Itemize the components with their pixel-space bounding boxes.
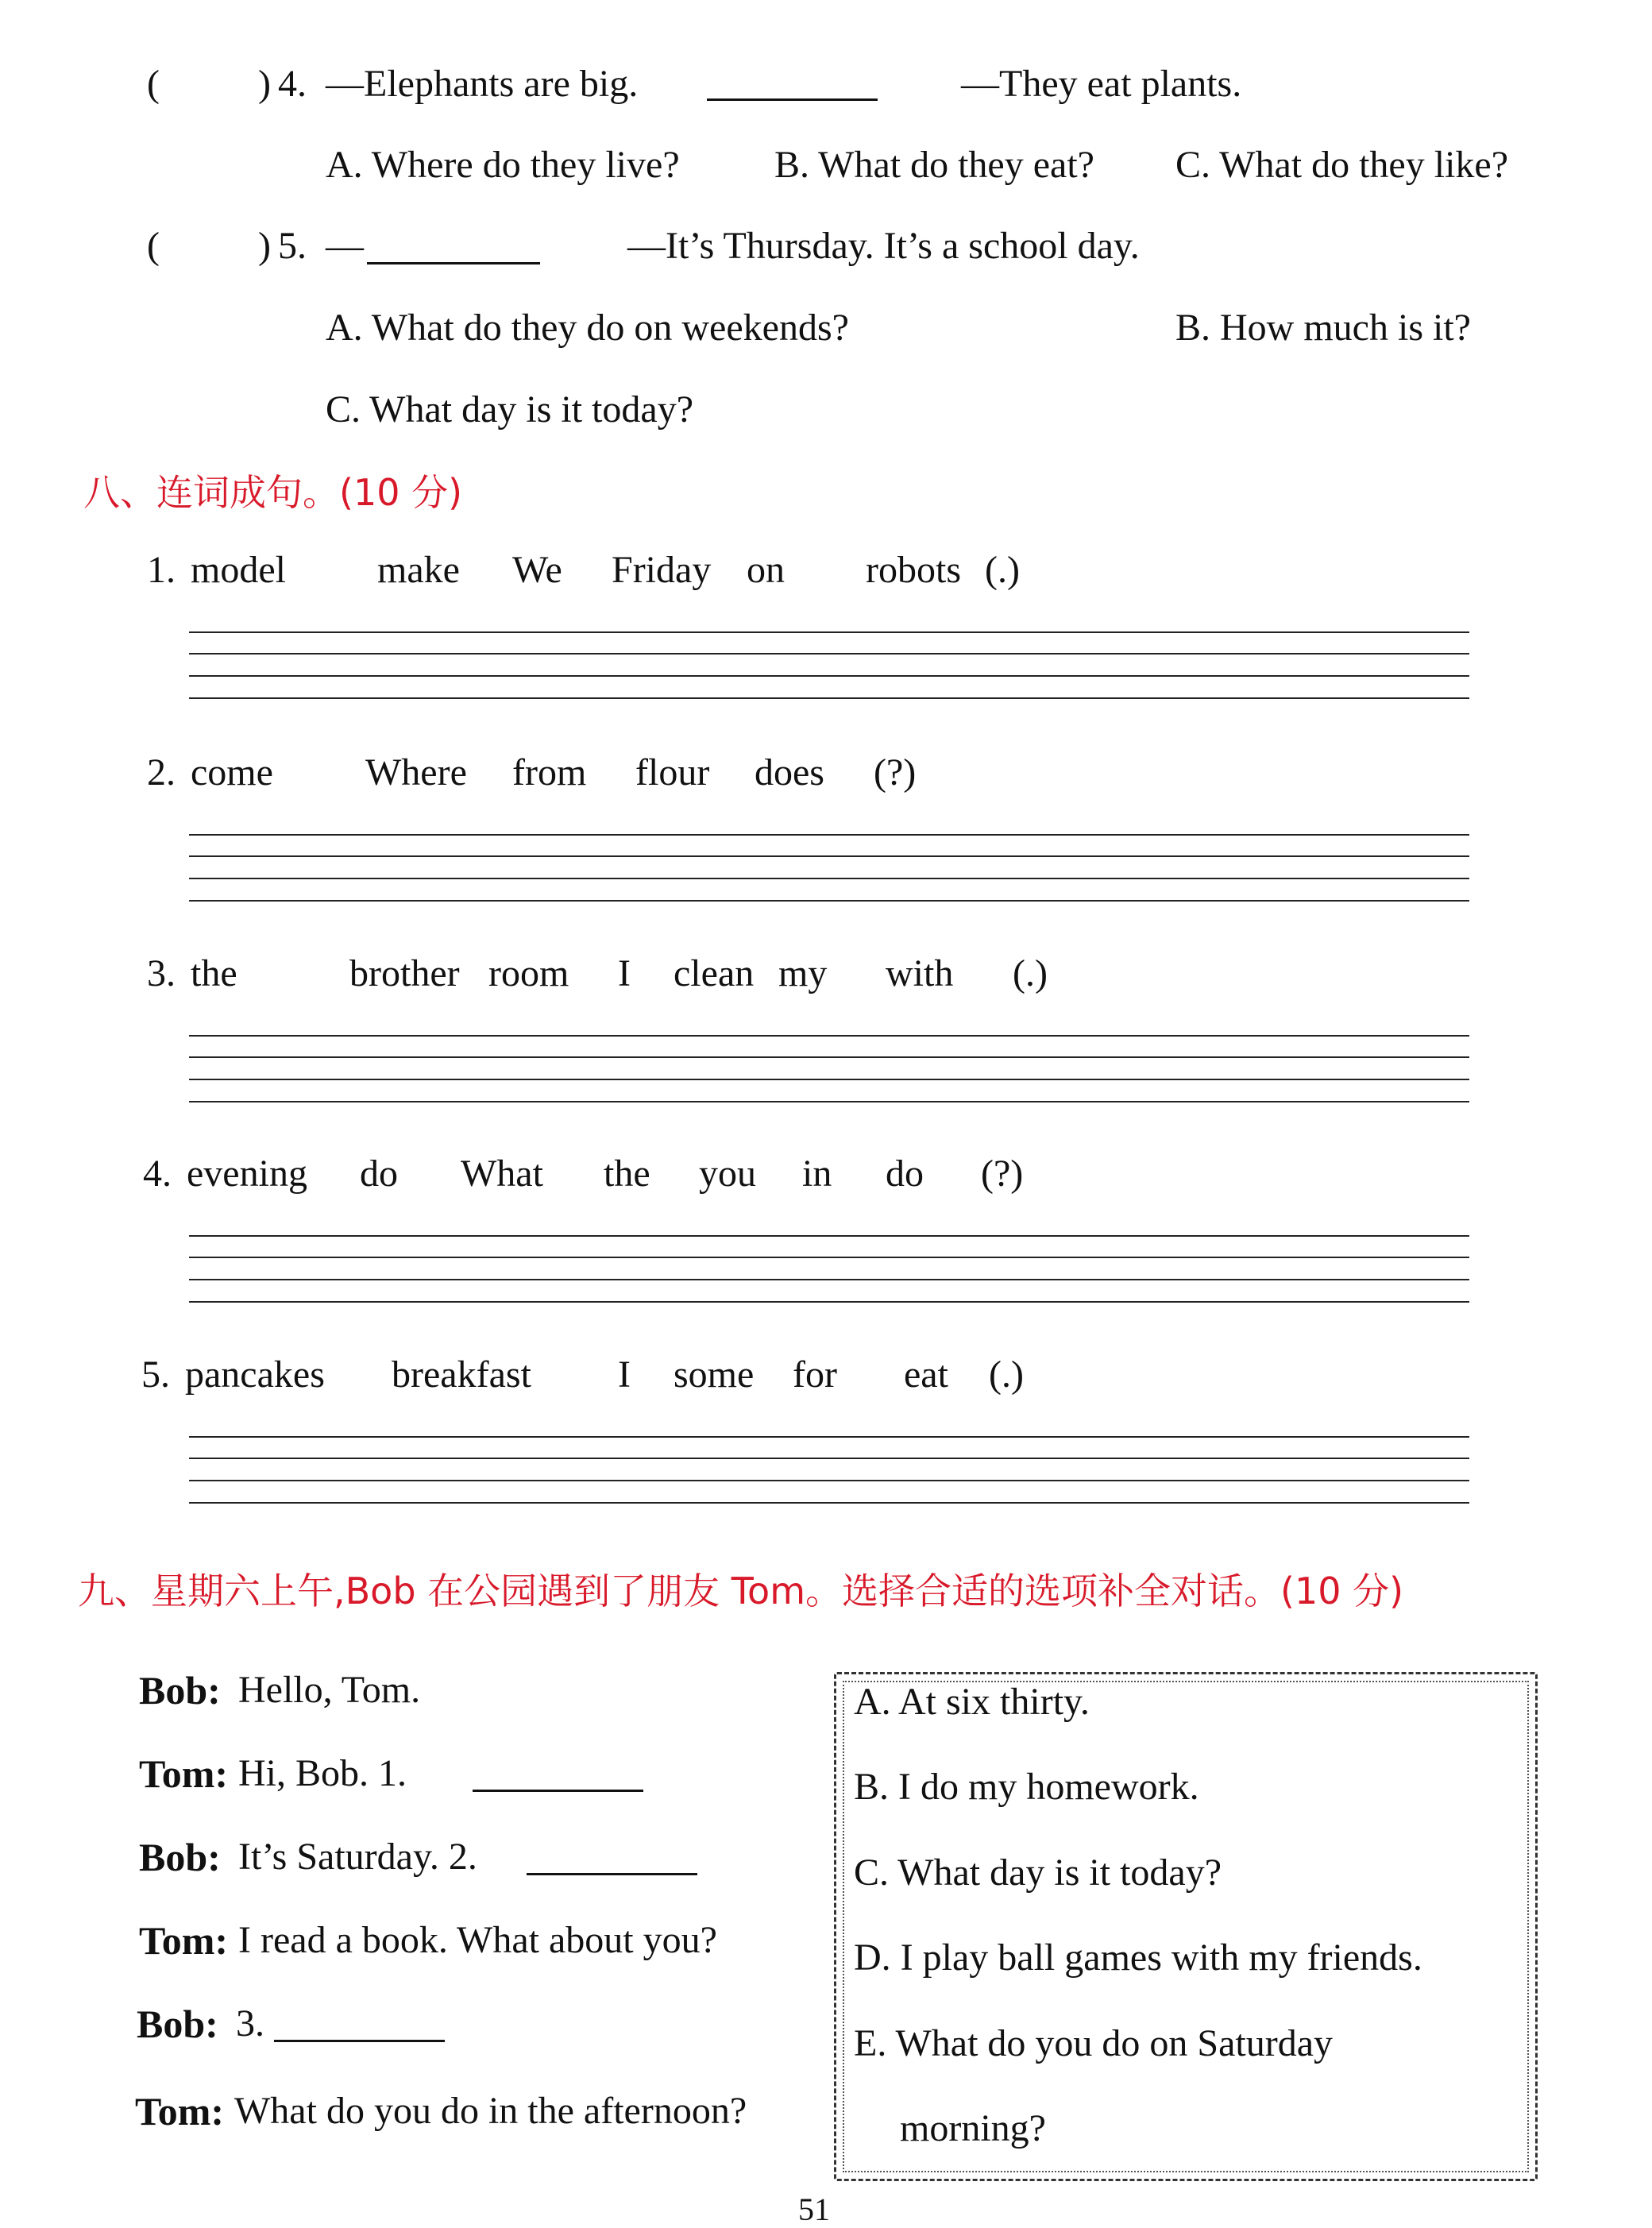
answer-line[interactable] xyxy=(189,1436,1469,1438)
item-1-word: Friday xyxy=(612,549,712,591)
item-2-word: from xyxy=(512,751,587,794)
dialog-speaker: Tom: xyxy=(139,1751,229,1796)
item-3-number: 3. xyxy=(147,952,176,994)
item-2-number: 2. xyxy=(147,751,176,794)
item-1-word: on xyxy=(747,549,785,591)
answer-line[interactable] xyxy=(189,1502,1469,1504)
q4-prompt: —Elephants are big. xyxy=(326,63,639,105)
option-item: B. I do my homework. xyxy=(854,1766,1199,1808)
q4-option-c: C. What do they like? xyxy=(1175,144,1509,186)
q4-option-a: A. Where do they live? xyxy=(326,144,680,186)
answer-line[interactable] xyxy=(189,1079,1469,1080)
q4-number: 4. xyxy=(278,63,307,105)
answer-line[interactable] xyxy=(189,1257,1469,1258)
dialog-speaker: Tom: xyxy=(135,2089,225,2133)
section9-title: 九、星期六上午,Bob 在公园遇到了朋友 Tom。选择合适的选项补全对话。(10 分) xyxy=(78,1570,1404,1612)
option-item: D. I play ball games with my friends. xyxy=(854,1936,1422,1979)
item-1-word: make xyxy=(377,549,460,591)
item-3-word: I xyxy=(618,952,631,994)
item-1-word: robots xyxy=(866,549,961,591)
dialog-line: I read a book. What about you? xyxy=(238,1919,717,1961)
q5-option-b: B. How much is it? xyxy=(1175,307,1471,349)
item-4-number: 4. xyxy=(143,1153,172,1195)
item-4-word: do xyxy=(886,1153,924,1195)
item-5-word: I xyxy=(618,1353,631,1396)
item-4-word: you xyxy=(699,1153,756,1195)
dialog-line: 3. xyxy=(236,2002,264,2045)
dialog-speaker: Bob: xyxy=(137,2002,218,2046)
item-4-word: in xyxy=(802,1153,832,1195)
answer-line[interactable] xyxy=(189,834,1469,836)
q5-blank[interactable] xyxy=(367,227,540,265)
dialog-line: Hi, Bob. 1. xyxy=(238,1752,407,1794)
q4-option-b: B. What do they eat? xyxy=(774,144,1094,186)
dialog-speaker: Tom: xyxy=(139,1918,229,1963)
dialog-line: Hello, Tom. xyxy=(238,1669,421,1711)
options-box xyxy=(834,1672,1538,2181)
item-3-word: brother xyxy=(349,952,460,994)
option-item: E. What do you do on Saturday xyxy=(854,2022,1334,2064)
answer-line[interactable] xyxy=(189,1301,1469,1303)
q4-paren-open: ( xyxy=(147,63,160,105)
item-3-word: with xyxy=(886,952,954,994)
answer-line[interactable] xyxy=(189,1101,1469,1102)
item-2-word: come xyxy=(191,751,273,794)
answer-line[interactable] xyxy=(189,697,1469,699)
q4-reply: —They eat plants. xyxy=(961,63,1242,105)
answer-line[interactable] xyxy=(189,1035,1469,1037)
item-3-word: my xyxy=(778,952,828,994)
option-item: morning? xyxy=(900,2107,1046,2149)
q4-blank[interactable] xyxy=(707,64,878,101)
answer-line[interactable] xyxy=(189,675,1469,677)
dialog-speaker: Bob: xyxy=(139,1668,221,1713)
item-3-word: the xyxy=(191,952,237,994)
q5-paren-open: ( xyxy=(147,225,160,267)
item-3-word: clean xyxy=(674,952,755,994)
answer-line[interactable] xyxy=(189,855,1469,857)
option-item: C. What day is it today? xyxy=(854,1852,1222,1894)
item-2-word: (?) xyxy=(874,751,917,794)
q4-paren-close: ) xyxy=(258,63,271,105)
item-4-word: evening xyxy=(187,1153,307,1195)
answer-line[interactable] xyxy=(189,878,1469,879)
options-box-border xyxy=(843,1681,1529,2172)
item-2-word: flour xyxy=(635,751,710,794)
item-5-number: 5. xyxy=(141,1353,170,1396)
item-1-word: We xyxy=(512,549,562,591)
answer-line[interactable] xyxy=(189,653,1469,654)
q5-reply: —It’s Thursday. It’s a school day. xyxy=(627,225,1140,267)
item-3-word: (.) xyxy=(1013,952,1048,994)
item-1-number: 1. xyxy=(147,549,176,591)
item-5-word: pancakes xyxy=(185,1353,325,1396)
answer-line[interactable] xyxy=(189,631,1469,633)
q5-option-a: A. What do they do on weekends? xyxy=(326,307,849,349)
item-1-word: (.) xyxy=(985,549,1020,591)
section8-title: 八、连词成句。(10 分) xyxy=(83,471,463,514)
item-2-word: Where xyxy=(365,751,467,794)
option-item: A. At six thirty. xyxy=(854,1681,1090,1723)
item-1-word: model xyxy=(191,549,286,591)
dialog-speaker: Bob: xyxy=(139,1835,221,1879)
q5-option-c: C. What day is it today? xyxy=(326,388,694,431)
item-5-word: breakfast xyxy=(392,1353,531,1396)
dialog-blank[interactable] xyxy=(527,1838,697,1875)
item-5-word: eat xyxy=(904,1353,948,1396)
item-4-word: do xyxy=(360,1153,398,1195)
answer-line[interactable] xyxy=(189,1458,1469,1459)
item-4-word: (?) xyxy=(981,1153,1024,1195)
q5-dash: — xyxy=(326,225,364,267)
dialog-blank[interactable] xyxy=(274,2005,445,2042)
item-2-word: does xyxy=(755,751,824,794)
dialog-line: What do you do in the afternoon? xyxy=(234,2090,747,2132)
dialog-line: It’s Saturday. 2. xyxy=(238,1836,477,1878)
answer-line[interactable] xyxy=(189,1480,1469,1481)
item-3-word: room xyxy=(488,952,569,994)
q5-number: 5. xyxy=(278,225,307,267)
answer-line[interactable] xyxy=(189,1279,1469,1280)
answer-line[interactable] xyxy=(189,1056,1469,1058)
answer-line[interactable] xyxy=(189,900,1469,902)
q5-paren-close: ) xyxy=(258,225,271,267)
item-5-word: for xyxy=(793,1353,837,1396)
item-4-word: What xyxy=(461,1153,543,1195)
item-5-word: (.) xyxy=(989,1353,1024,1396)
page-number: 51 xyxy=(798,2191,830,2227)
item-5-word: some xyxy=(674,1353,755,1396)
answer-line[interactable] xyxy=(189,1235,1469,1237)
dialog-blank[interactable] xyxy=(473,1755,643,1792)
item-4-word: the xyxy=(604,1153,650,1195)
